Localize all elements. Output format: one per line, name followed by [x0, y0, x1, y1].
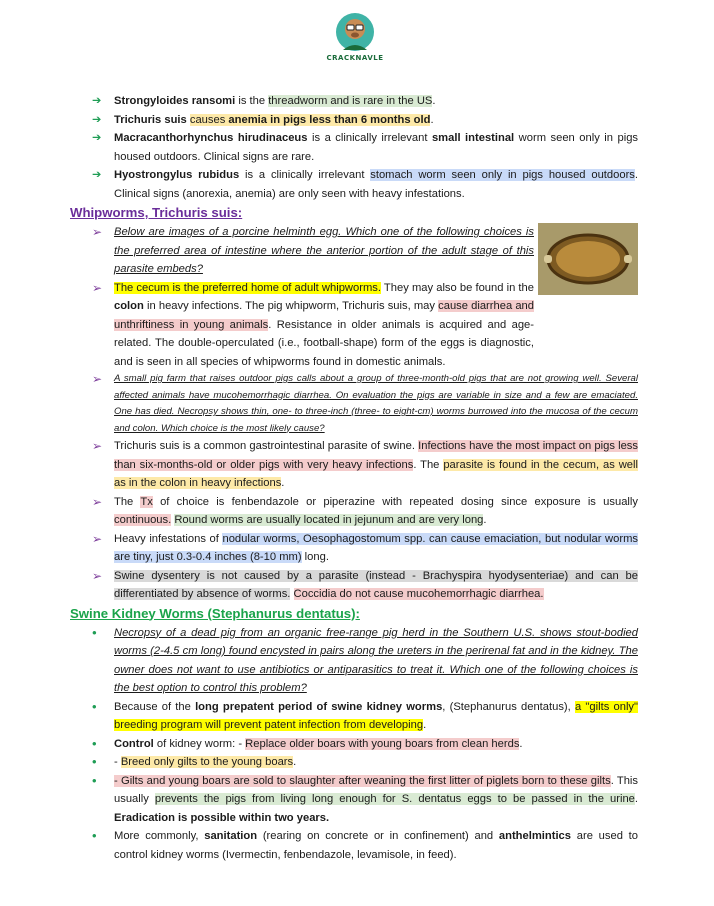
text-run: long prepatent period of swine kidney worms	[195, 700, 443, 713]
text-run: Trichuris suis	[114, 113, 187, 126]
text-run: Hyostrongylus rubidus	[114, 169, 240, 181]
chevron-bullet-icon: ➢	[92, 531, 103, 546]
text-run: is a clinically irrelevant	[239, 169, 371, 181]
list-item	[70, 437, 638, 493]
text-run: Trichuris suis is a common gastrointestinal parasite of swine.	[114, 440, 419, 452]
text-run: More commonly,	[114, 830, 205, 842]
dot-bullet-icon: •	[92, 828, 97, 843]
text-run: Tx	[140, 495, 153, 508]
list-item	[70, 493, 638, 530]
text-run: .	[634, 793, 638, 805]
text-run: nodular worms, Oesophagostomum spp. can cause emaciation, but nodular worms are tiny, just 0.3-0.4 inches (8-10 mm)	[114, 532, 638, 563]
chevron-bullet-icon: ➢	[92, 494, 103, 509]
list-item	[70, 753, 638, 772]
text-run: .	[293, 756, 297, 768]
text-run: are used to control kidney worms (Ivermectin, fenbendazole, levamisole, in feed).	[114, 830, 638, 861]
text-run: Infections have the most impact on pigs less than six-months-old or older pigs with very heavy infections	[114, 440, 638, 471]
text-run: , (Stephanurus dentatus),	[442, 700, 575, 713]
text-run: causes	[189, 113, 229, 126]
text-run: Macracanthorhynchus hirudinaceus	[114, 132, 308, 144]
text-run: Replace older boars with young boars from clean herds	[245, 737, 520, 750]
text-run: .	[423, 719, 427, 731]
text-run: stomach worm seen only in pigs housed outdoors	[370, 169, 635, 181]
dot-bullet-icon: •	[92, 754, 97, 769]
list-item	[70, 92, 638, 111]
text-run: of kidney worm: -	[153, 737, 246, 750]
brand-logo	[310, 12, 400, 86]
chevron-bullet-icon: ➢	[92, 568, 103, 583]
text-run: The cecum is the preferred home of adult whipworms.	[114, 281, 381, 294]
text-run: . Clinical signs (anorexia, anemia) are only seen with heavy infestations.	[114, 169, 638, 200]
list-kidney-worms	[70, 624, 638, 865]
text-run: Breed only gilts to the young boars	[120, 756, 294, 768]
text-run: Necropsy of a dead pig from an organic free-range pig herd in the Southern U.S. shows stout-bodied worms (2-4.5 cm long) found encysted in pairs along the ureters in the perirenal fat and in the kidney. The owner does not want to use antibiotics or antiparasitics to treat it. Which one of the following choices is the best option to control this problem?	[114, 626, 638, 694]
section-title-whipworms: Whipworms, Trichuris suis:	[70, 205, 243, 220]
text-run: Strongyloides ransomi	[114, 95, 236, 107]
text-run: is the	[235, 95, 269, 107]
text-run: .	[483, 514, 487, 526]
mascot-icon	[335, 12, 375, 52]
text-run: anthelmintics	[498, 830, 572, 842]
text-run: sanitation	[204, 830, 258, 842]
list-item	[70, 827, 638, 864]
text-run: Heavy infestations of	[114, 532, 223, 545]
text-run: cause diarrhea and unthriftiness in young animals	[114, 300, 534, 331]
text-run: in heavy infections. The pig whipworm, Trichuris suis, may	[143, 300, 439, 312]
text-run: . Resistance in older animals is acquired and age-related. The double-operculated (i.e., football-shape) form of the eggs is diagnostic, and is seen in all species of whipworms found in domestic animals.	[114, 318, 534, 368]
text-run: A small pig farm that raises outdoor pigs calls about a group of three-month-old pigs that are not growing well. Several affected animals have mucohemorrhagic diarrhea. On evaluation the pigs are variable in size and a few are emaciated. One has died. Necropsy shows thin, one- to three-inch (three- to eight-cm) worms burrowed into the mucosa of the cecum and colon. Which choice is the most likely cause?	[114, 373, 638, 434]
dot-bullet-icon: •	[92, 772, 97, 788]
text-run: Swine dysentery is not caused by a parasite (instead - Brachyspira hyodysenteriae) and can be differentiated by absence of worms.	[114, 569, 638, 600]
chevron-bullet-icon: ➢	[92, 280, 103, 295]
list-item	[70, 735, 638, 754]
text-run: Below are images of a porcine helminth egg. Which one of the following choices is the preferred area of intestine where the anterior portion of the adult stage of this parasite embeds?	[114, 226, 534, 275]
text-run: . This usually	[114, 774, 638, 805]
text-run: Round worms are usually located in jejunum and are very long	[174, 514, 484, 526]
text-run: Coccidia do not cause mucohemorrhagic diarrhea.	[293, 588, 544, 600]
text-run: (rearing on concrete or in confinement) and	[257, 830, 499, 842]
text-run: long.	[301, 551, 329, 563]
text-run: parasite is found in the cecum, as well as in the colon in heavy infections	[114, 458, 638, 489]
text-run: threadworm and is rare in the US	[268, 95, 433, 107]
text-run: Eradication is possible within two years.	[114, 811, 330, 824]
brand-name: CRACKNAVLE	[326, 54, 384, 62]
text-run: small intestinal	[431, 132, 515, 144]
text-run: .	[519, 737, 523, 750]
arrow-bullet-icon: ➔	[92, 132, 102, 144]
chevron-bullet-icon: ➢	[92, 225, 103, 239]
text-run: a "gilts only" breeding program will prevent patent infection from developing	[114, 700, 638, 731]
text-run: .	[432, 95, 436, 107]
list-item	[70, 111, 638, 130]
dot-bullet-icon: •	[92, 698, 97, 714]
text-run: is a clinically irrelevant	[307, 132, 432, 144]
list-item	[70, 772, 638, 828]
text-run: worm seen only in pigs housed outdoors. Clinical signs are rare.	[114, 132, 639, 163]
text-run: -	[114, 756, 121, 768]
document-body	[70, 92, 638, 864]
list-intro	[70, 92, 638, 203]
text-run: .	[430, 113, 434, 126]
text-run: anemia in pigs less than 6 months old	[228, 113, 431, 126]
text-run: They may also be found in the	[381, 281, 534, 294]
list-item	[70, 624, 638, 698]
text-run: . The	[413, 458, 444, 471]
list-item	[70, 698, 638, 735]
arrow-bullet-icon: ➔	[92, 113, 102, 126]
list-item	[70, 567, 638, 604]
trichuris-egg-image	[538, 223, 638, 295]
text-run: .	[281, 477, 285, 489]
arrow-bullet-icon: ➔	[92, 95, 102, 107]
text-run: prevents the pigs from living long enough for S. dentatus eggs to be passed in the urine	[154, 793, 635, 805]
dot-bullet-icon: •	[92, 624, 97, 640]
arrow-bullet-icon: ➔	[92, 169, 102, 181]
text-run: continuous.	[114, 514, 172, 526]
dot-bullet-icon: •	[92, 735, 97, 751]
list-item	[70, 371, 638, 437]
text-run: Control	[114, 737, 154, 750]
text-run: of choice is fenbendazole or piperazine with repeated dosing since exposure is usually	[152, 495, 638, 508]
list-whipworms	[70, 223, 638, 604]
section-title-kidney-worms: Swine Kidney Worms (Stephanurus dentatus):	[70, 605, 360, 621]
text-run: colon	[114, 300, 144, 312]
list-item	[70, 530, 638, 567]
chevron-bullet-icon: ➢	[92, 372, 103, 386]
text-run: The	[114, 495, 141, 508]
chevron-bullet-icon: ➢	[92, 439, 103, 453]
text-run: Because of the	[114, 700, 196, 713]
list-item	[70, 129, 638, 166]
text-run: - Gilts and young boars are sold to slaughter after weaning the first litter of piglets born to these gilts	[114, 774, 611, 787]
list-item	[70, 166, 638, 203]
